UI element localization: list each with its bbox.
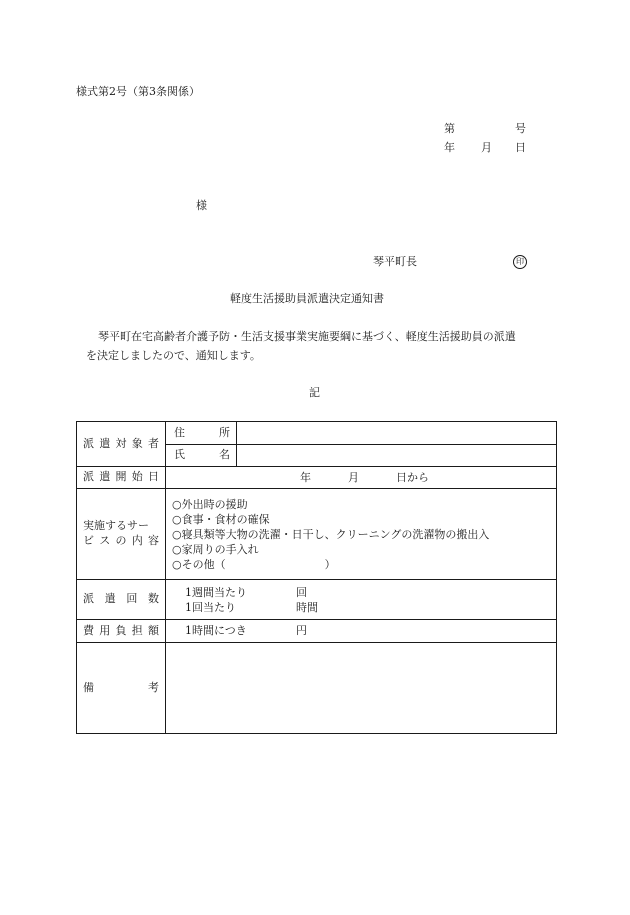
cost-row [77,620,557,643]
address-row [77,422,557,445]
target-person-label: 派 遣 対 象 者 [77,422,166,467]
start-date-field[interactable] [166,467,557,489]
services-list [166,489,557,580]
remarks-field[interactable] [166,643,557,734]
form-id: 様式第2号（第3条関係） [76,85,200,98]
start-date-label: 派 遣 開 始 日 [77,467,166,489]
services-row [77,489,557,580]
remarks-label: 備 考 [77,643,166,734]
dispatch-form-table [76,421,557,734]
name-label: 氏 名 [166,445,237,467]
issuer: 琴平町長 [373,255,417,268]
service-item-other[interactable]: ○その他（ ） [172,557,336,571]
cost-label: 費 用 負 担 額 [77,620,166,643]
start-date-row [77,467,557,489]
seal-mark: 印 [513,255,527,269]
document-title: 軽度生活援助員派遣決定通知書 [230,292,384,305]
date-day: 日 [515,141,526,154]
frequency-field[interactable] [166,580,557,620]
frequency-label: 派 遣 回 数 [77,580,166,620]
body-text-line-2: を決定しましたので、通知します。 [86,349,261,362]
start-year: 年 [300,470,311,484]
frequency-row [77,580,557,620]
remarks-row [77,643,557,734]
number-dai: 第 [444,122,455,135]
times-unit: 回 [296,585,307,599]
number-gou: 号 [515,122,526,135]
start-from: 日から [396,470,429,484]
per-visit-label: 1回当たり [185,600,236,614]
service-item-meals[interactable]: ○食事・食材の確保 [172,512,270,526]
address-field[interactable] [237,422,557,445]
service-item-yard[interactable]: ○家周りの手入れ [172,542,259,556]
service-item-outing[interactable]: ○外出時の援助 [172,497,248,511]
name-field[interactable] [237,445,557,467]
address-label: 住 所 [166,422,237,445]
service-item-laundry[interactable]: ○寝具類等大物の洗濯・日干し、クリーニングの洗濯物の搬出入 [172,527,490,541]
cost-field[interactable] [166,620,557,643]
body-text-line-1: 琴平町在宅高齢者介護予防・生活支援事業実施要綱に基づく、軽度生活援助員の派遣 [98,330,516,343]
per-hour-label: 1時間につき [185,624,247,637]
date-month: 月 [481,141,492,154]
hours-unit: 時間 [296,600,318,614]
date-year: 年 [444,141,455,154]
ki-heading: 記 [309,386,320,399]
per-week-label: 1週間当たり [185,585,247,599]
recipient-suffix: 様 [196,199,207,212]
yen-unit: 円 [296,624,307,637]
services-label: 実施するサー ビ ス の 内 容 [77,489,166,580]
start-month: 月 [348,470,359,484]
